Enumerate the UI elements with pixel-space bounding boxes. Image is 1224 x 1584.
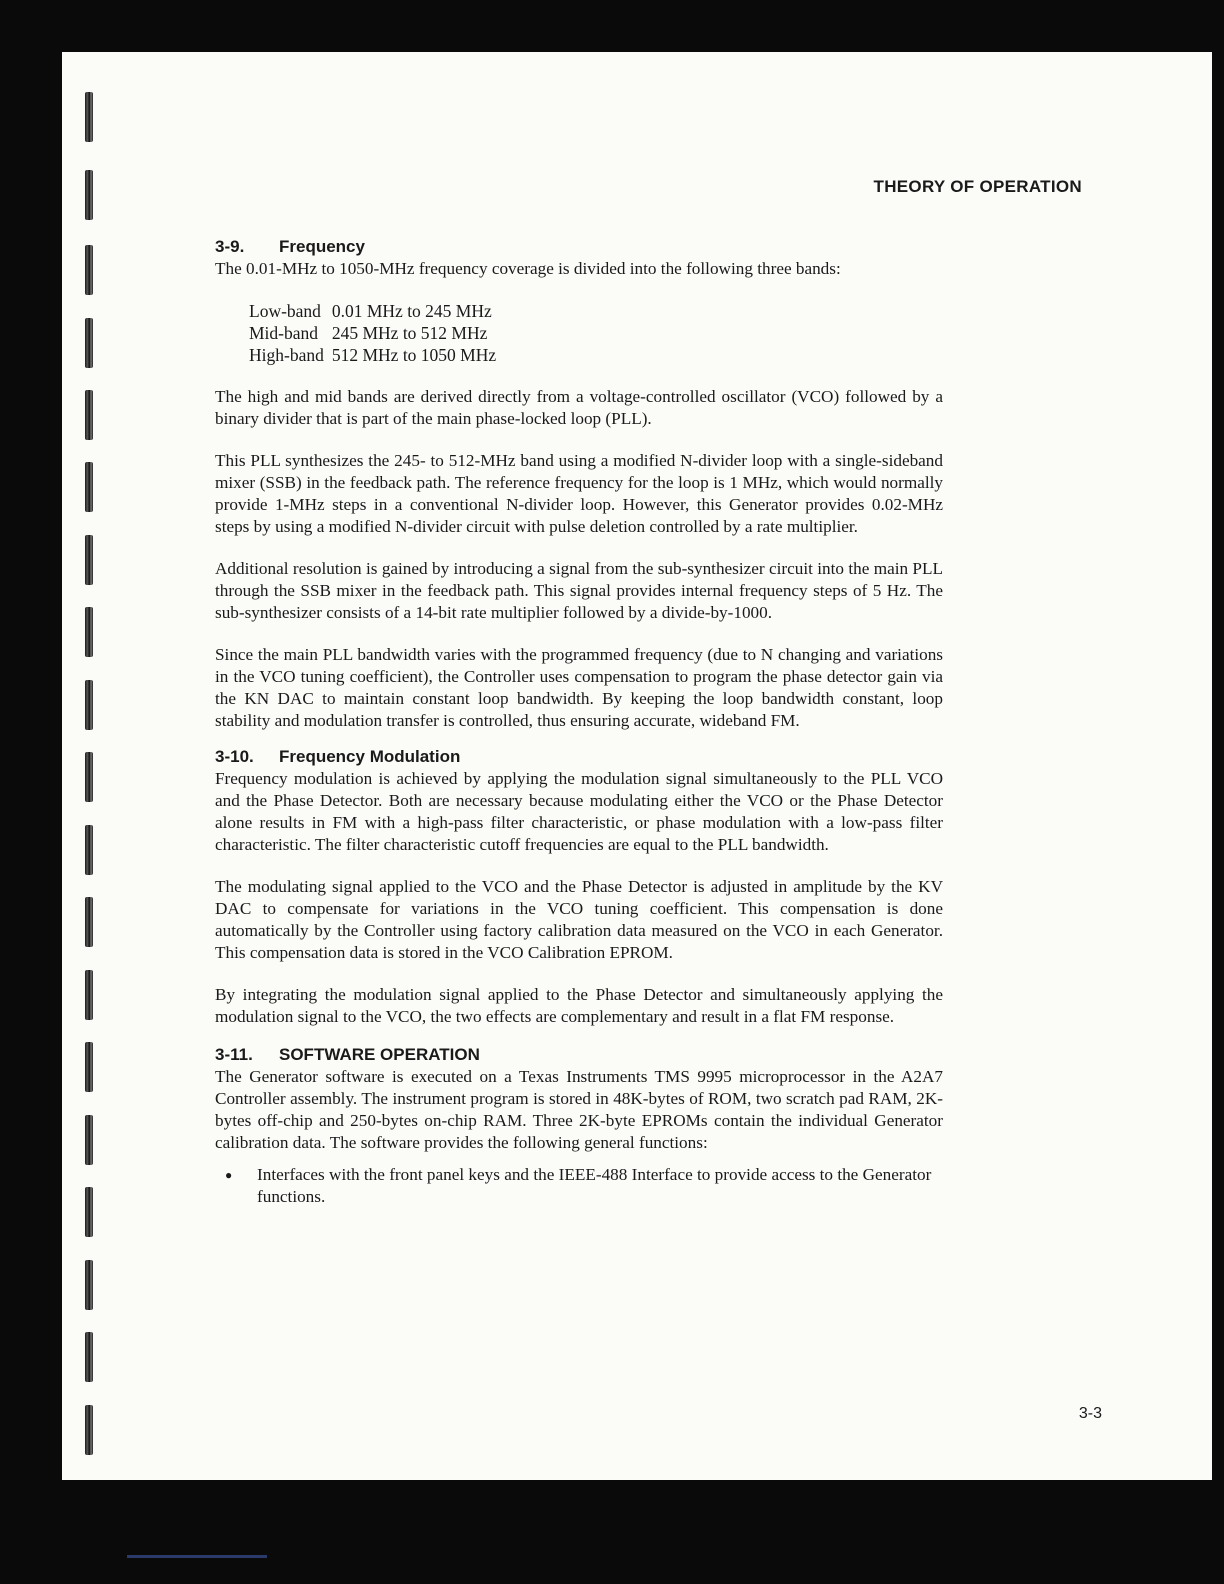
section-number: 3-11. [215, 1045, 253, 1064]
scan-edge-artifact [127, 1555, 267, 1558]
section-number: 3-9. [215, 237, 245, 256]
section-number: 3-10. [215, 747, 254, 766]
binding-hole [85, 318, 93, 368]
band-name: High-band [249, 345, 324, 365]
binding-hole [85, 1187, 93, 1237]
paragraph: The Generator software is executed on a Texas Instruments TMS 9995 microprocessor in the A2A7 Controller assembly. The instrument program is stored in 48K-bytes of ROM, two scratch pad RAM, 2K-bytes off-chip and 250-bytes on-chip RAM. Three 2K-byte EPROMs contain the individual Generator calibration data. The software provides the following general functions: [215, 1067, 943, 1152]
band-row [249, 300, 504, 322]
paragraph: This PLL synthesizes the 245- to 512-MHz band using a modified N-divider loop with a single-sideband mixer (SSB) in the feedback path. The reference frequency for the loop is 1 MHz, which would normally provide 1-MHz steps in a conventional N-divider loop. However, this Generator provides 0.02-MHz steps by using a modified N-divider circuit with pulse deletion controlled by a rate multiplier. [215, 451, 943, 536]
paragraph: The modulating signal applied to the VCO and the Phase Detector is adjusted in amplitude by the KV DAC to compensate for variations in the VCO tuning coefficient. This compensation is done automatically by the Controller using factory calibration data measured on the VCO in each Generator. This compensation data is stored in the VCO Calibration EPROM. [215, 877, 943, 962]
binding-hole [85, 607, 93, 657]
section-heading [215, 236, 943, 258]
band-table [249, 300, 504, 366]
running-header: THEORY OF OPERATION [873, 177, 1082, 196]
paragraph: The high and mid bands are derived directly from a voltage-controlled oscillator (VCO) followed by a binary divider that is part of the main phase-locked loop (PLL). [215, 387, 943, 428]
paragraph: By integrating the modulation signal applied to the Phase Detector and simultaneously applying the modulation signal to the VCO, the two effects are complementary and result in a flat FM response. [215, 985, 943, 1026]
band-name: Low-band [249, 301, 321, 321]
binding-hole [85, 1260, 93, 1310]
paragraph: Since the main PLL bandwidth varies with the programmed frequency (due to N changing and variations in the VCO tuning coefficient), the Controller uses compensation to program the phase detector gain via the KN DAC to maintain constant loop bandwidth. By keeping the loop bandwidth constant, loop stability and modulation transfer is controlled, thus ensuring accurate, wideband FM. [215, 645, 943, 730]
binding-hole [85, 680, 93, 730]
page-number: 3-3 [1078, 1405, 1102, 1422]
binding-hole [85, 752, 93, 802]
band-row [249, 344, 504, 366]
section-title: Frequency [279, 237, 365, 256]
binding-hole [85, 1115, 93, 1165]
function-list [225, 1164, 943, 1208]
binding-hole [85, 462, 93, 512]
page-content [215, 236, 943, 1208]
paragraph: The 0.01-MHz to 1050-MHz frequency coverage is divided into the following three bands: [215, 259, 841, 278]
binding-hole [85, 390, 93, 440]
list-item: ● Interfaces with the front panel keys and the IEEE-488 Interface to provide access to the Generator functions. [225, 1164, 943, 1208]
band-row [249, 322, 504, 344]
binding-hole [85, 245, 93, 295]
section-title: SOFTWARE OPERATION [279, 1045, 480, 1064]
band-name: Mid-band [249, 323, 319, 343]
binding-hole [85, 825, 93, 875]
binding-hole [85, 535, 93, 585]
paragraph: Additional resolution is gained by introducing a signal from the sub-synthesizer circuit into the main PLL through the SSB mixer in the feedback path. This signal provides internal frequency steps of 5 Hz. The sub-synthesizer consists of a 14-bit rate multiplier followed by a divide-by-1000. [215, 559, 943, 622]
binding-hole [85, 1042, 93, 1092]
band-range: 512 MHz to 1050 MHz [331, 345, 497, 365]
section-title: Frequency Modulation [279, 747, 461, 766]
paragraph: Frequency modulation is achieved by applying the modulation signal simultaneously to the PLL VCO and the Phase Detector. Both are necessary because modulating either the VCO or the Phase Detector alone results in FM with a high-pass filter characteristic, or phase modulation with a low-pass filter characteristic. The filter characteristic cutoff frequencies are equal to the PLL bandwidth. [215, 769, 943, 854]
band-range: 0.01 MHz to 245 MHz [331, 301, 492, 321]
binding-hole [85, 897, 93, 947]
section-heading [215, 1044, 943, 1066]
binding-hole [85, 92, 93, 142]
section-heading [215, 746, 943, 768]
band-range: 245 MHz to 512 MHz [331, 323, 488, 343]
binding-hole [85, 1405, 93, 1455]
binding-hole [85, 970, 93, 1020]
binding-hole [85, 170, 93, 220]
binding-hole [85, 1332, 93, 1382]
